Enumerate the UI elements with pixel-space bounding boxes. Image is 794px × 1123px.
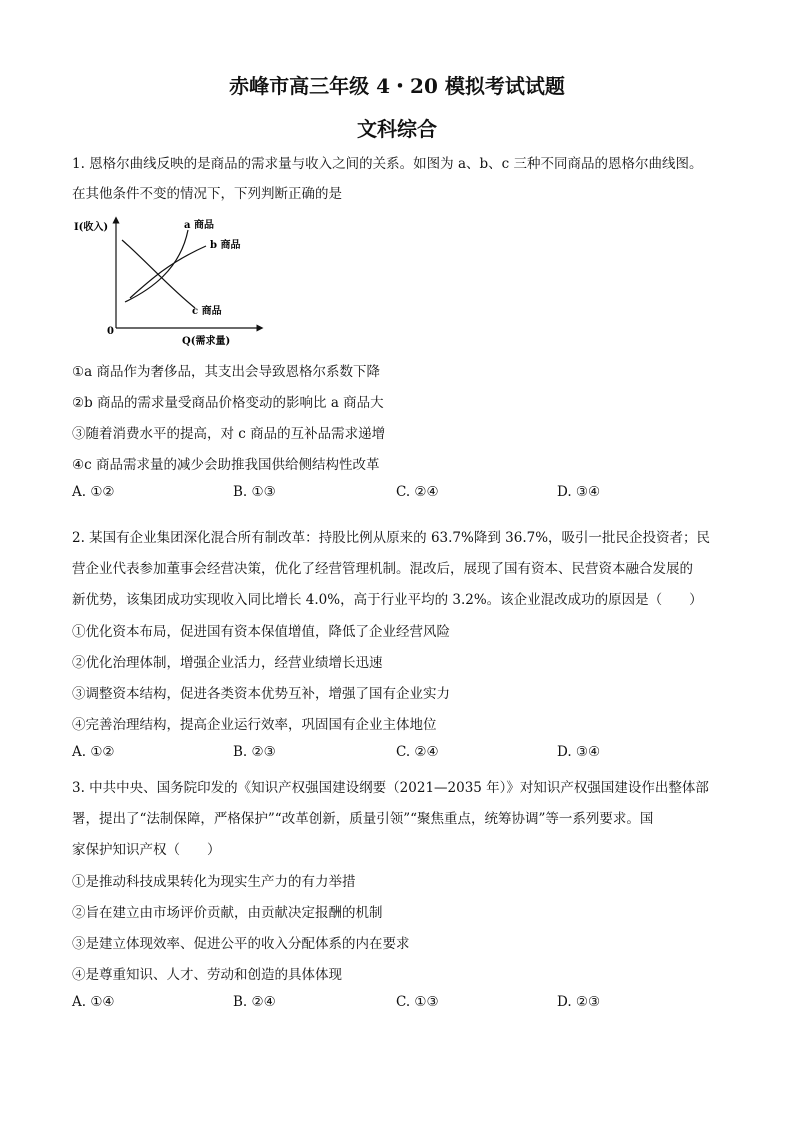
curve-c-label: c 商品: [192, 306, 222, 317]
q3-stem-line-1: 3. 中共中央、国务院印发的《知识产权强国建设纲要（2021—2035 年）》对知识产权强国建设作出整体部: [72, 780, 709, 796]
q3-option-d[interactable]: D. ②③: [557, 994, 601, 1010]
q1-option-d[interactable]: D. ③④: [557, 484, 601, 500]
q1-item-3: ③随着消费水平的提高，对 c 商品的互补品需求递增: [72, 426, 386, 442]
q2-stem-line-3: 新优势，该集团成功实现收入同比增长 4.0%，高于行业平均的 3.2%。该企业混改成功的原因是（ ）: [72, 592, 703, 608]
q3-item-2: ②旨在建立由市场评价贡献，由贡献决定报酬的机制: [72, 905, 383, 921]
q2-item-1: ①优化资本布局，促进国有资本保值增值，降低了企业经营风险: [72, 624, 450, 640]
q3-option-a[interactable]: A. ①④: [72, 994, 115, 1010]
q2-option-c[interactable]: C. ②④: [396, 744, 439, 760]
q3-item-1: ①是推动科技成果转化为现实生产力的有力举措: [72, 874, 356, 890]
page-title: 赤峰市高三年级 4・20 模拟考试试题: [229, 74, 565, 98]
q1-item-4: ④c 商品需求量的减少会助推我国供给侧结构性改革: [72, 457, 380, 473]
x-axis-label: Q(需求量): [182, 336, 231, 347]
page-subtitle: 文科综合: [357, 117, 437, 141]
q2-item-2: ②优化治理体制，增强企业活力，经营业绩增长迅速: [72, 655, 383, 671]
q1-item-1: ①a 商品作为奢侈品，其支出会导致恩格尔系数下降: [72, 364, 380, 380]
q3-item-3: ③是建立体现效率、促进公平的收入分配体系的内在要求: [72, 936, 410, 952]
q1-stem-line-2: 在其他条件不变的情况下，下列判断正确的是: [72, 186, 342, 202]
q3-stem-line-3: 家保护知识产权（ ）: [72, 842, 221, 858]
q1-stem-line-1: 1. 恩格尔曲线反映的是商品的需求量与收入之间的关系。如图为 a、b、c 三种不同商品的恩格尔曲线图。: [72, 156, 703, 172]
q1-option-c[interactable]: C. ②④: [396, 484, 439, 500]
curve-a-label: a 商品: [184, 220, 214, 231]
q3-option-c[interactable]: C. ①③: [396, 994, 439, 1010]
q2-option-d[interactable]: D. ③④: [557, 744, 601, 760]
q2-item-4: ④完善治理结构，提高企业运行效率，巩固国有企业主体地位: [72, 717, 437, 733]
q1-item-2: ②b 商品的需求量受商品价格变动的影响比 a 商品大: [72, 395, 384, 411]
origin-label: 0: [107, 326, 114, 337]
q2-option-a[interactable]: A. ①②: [72, 744, 115, 760]
q3-item-4: ④是尊重知识、人才、劳动和创造的具体体现: [72, 967, 342, 983]
curve-b: [130, 246, 206, 298]
q2-stem-line-2: 营企业代表参加董事会经营决策，优化了经营管理机制。混改后，展现了国有资本、民营资本融合发展的: [72, 561, 693, 577]
q3-stem-line-2: 署，提出了“法制保障，严格保护”“改革创新，质量引领”“聚焦重点，统筹协调”等一系列要求。国: [72, 811, 654, 827]
q1-option-b[interactable]: B. ①③: [233, 484, 276, 500]
q1-option-a[interactable]: A. ①②: [72, 484, 115, 500]
y-axis-label: I(收入): [74, 222, 109, 233]
engel-curve-figure: [70, 210, 270, 350]
curve-a: [125, 230, 188, 302]
q2-item-3: ③调整资本结构，促进各类资本优势互补，增强了国有企业实力: [72, 686, 450, 702]
curve-b-label: b 商品: [210, 240, 241, 251]
q2-stem-line-1: 2. 某国有企业集团深化混合所有制改革：持股比例从原来的 63.7%降到 36.7%，吸引一批民企投资者；民: [72, 530, 711, 546]
q2-option-b[interactable]: B. ②③: [233, 744, 276, 760]
q3-option-b[interactable]: B. ②④: [233, 994, 276, 1010]
